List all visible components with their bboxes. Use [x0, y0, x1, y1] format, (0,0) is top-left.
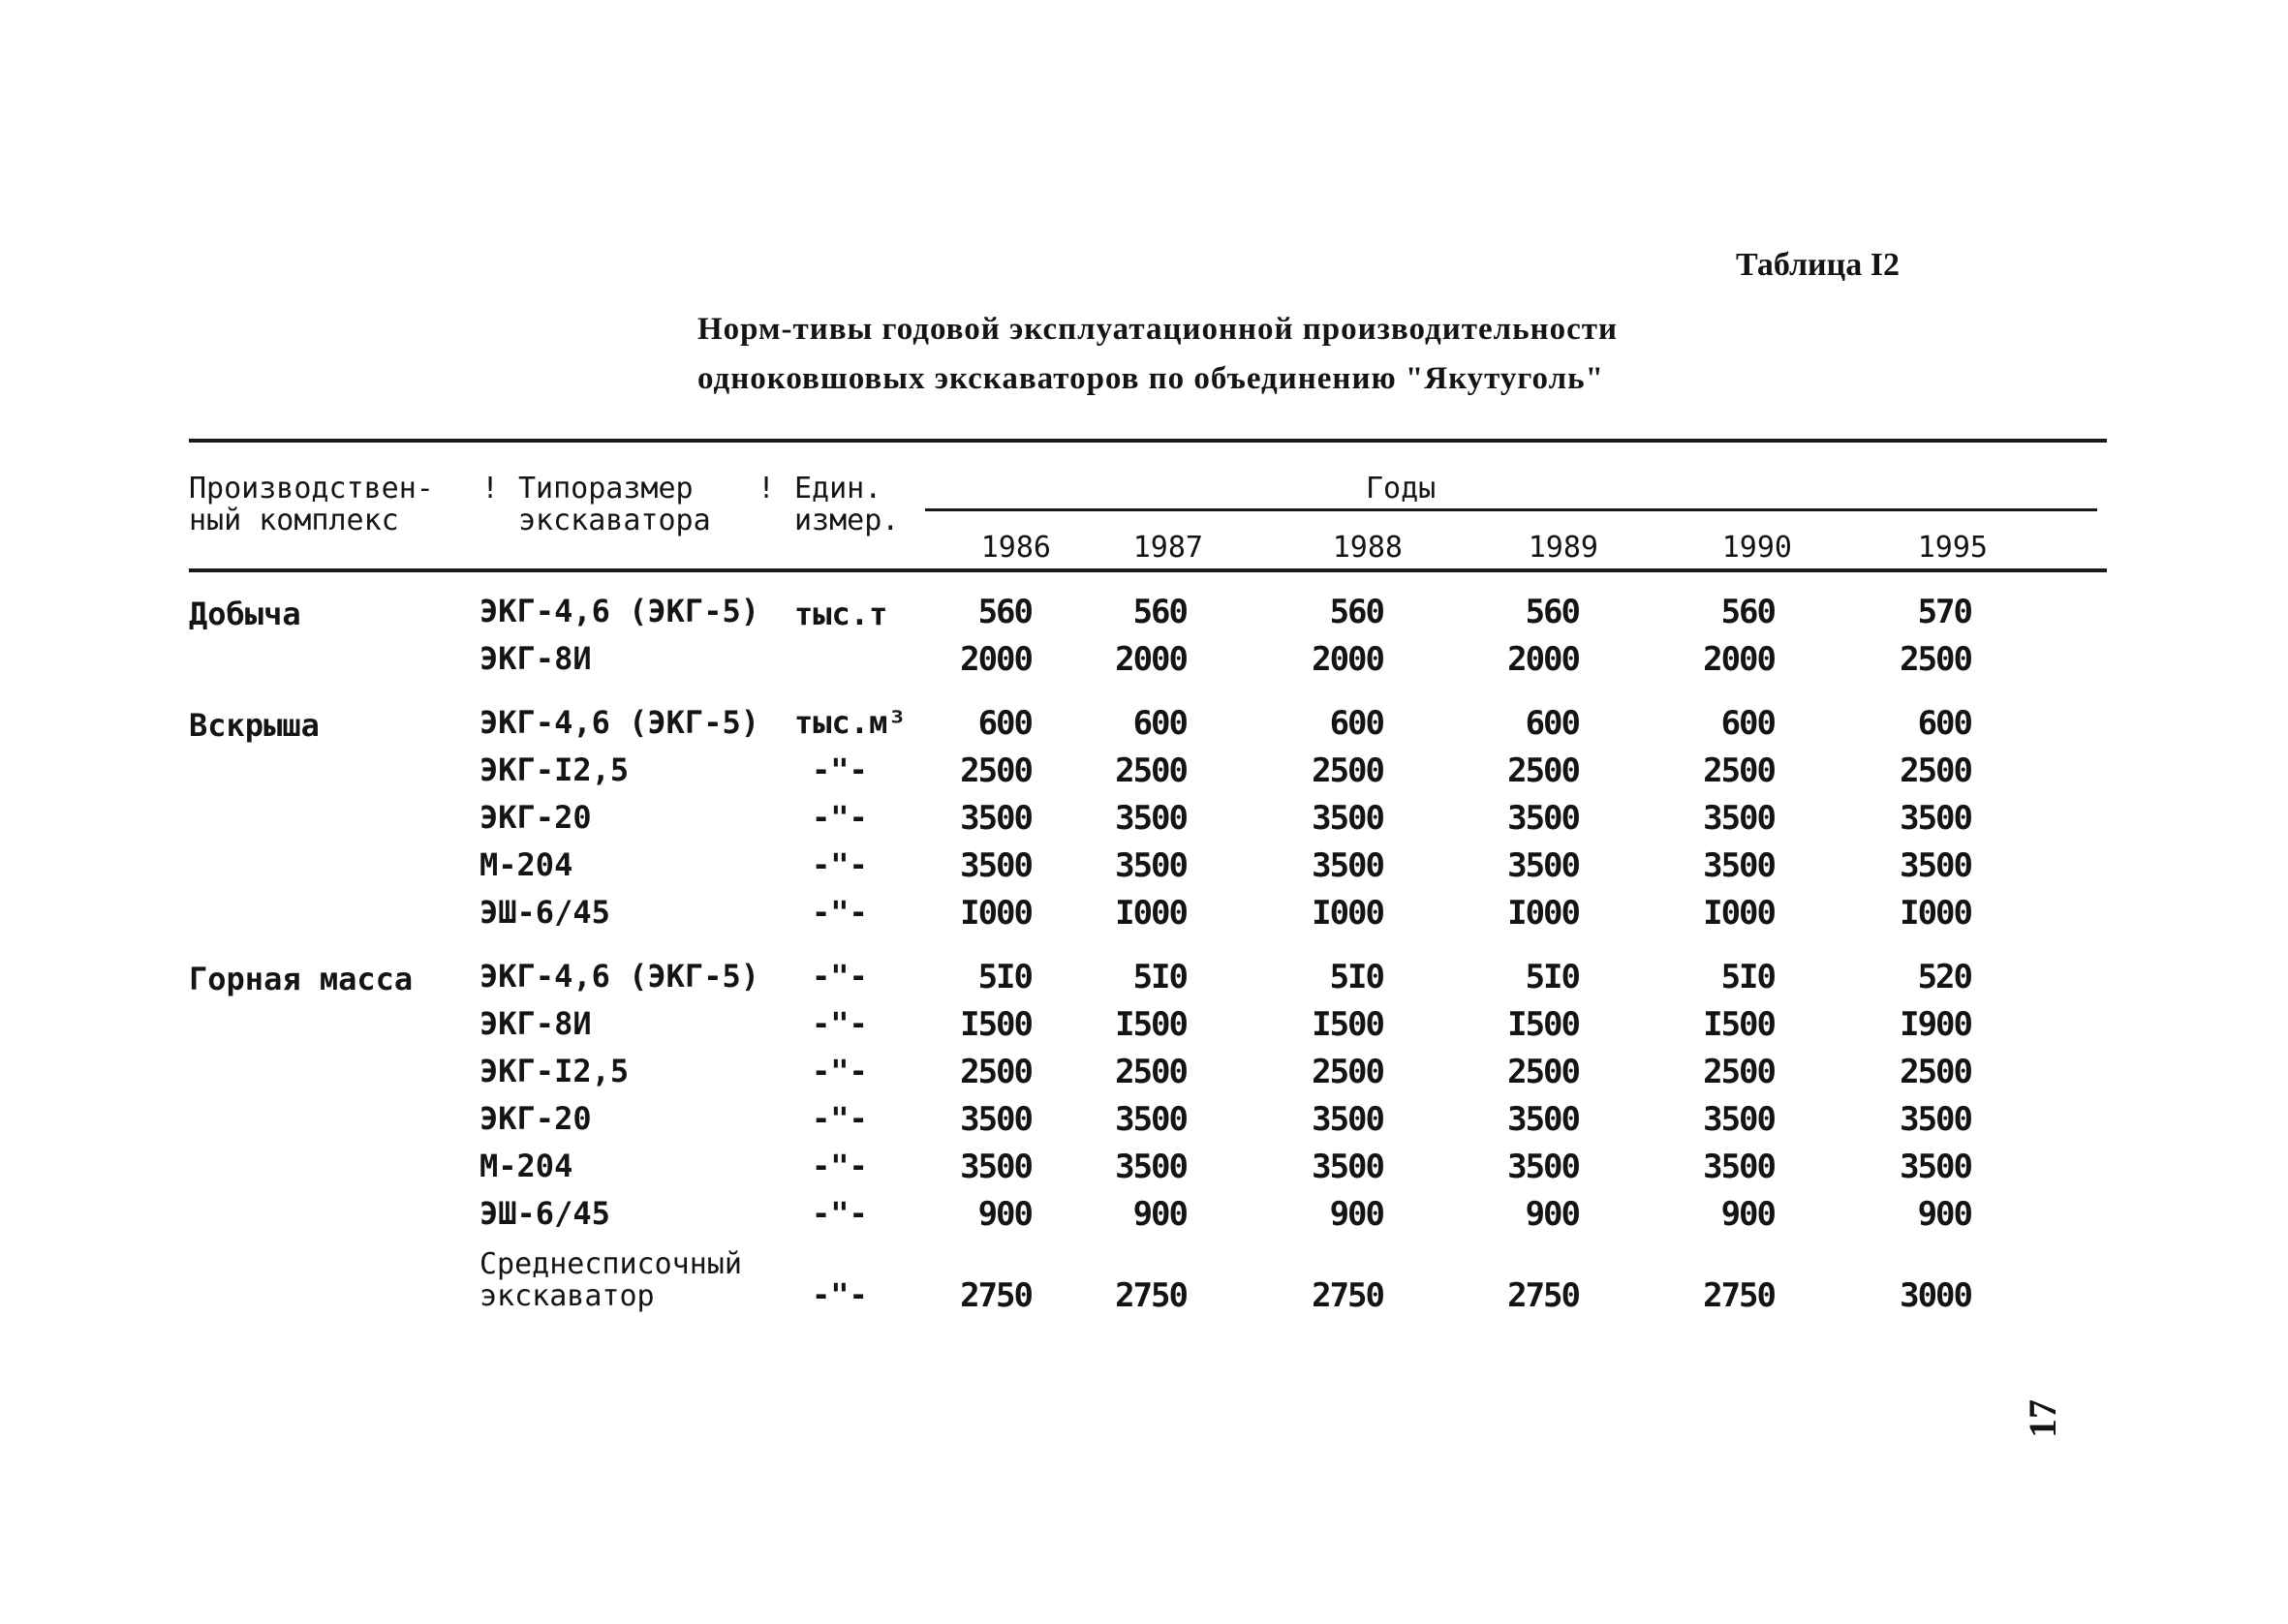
cell-value: I000 [960, 894, 1032, 933]
row-type: М-204 [479, 1148, 573, 1184]
cell-value: 2500 [1703, 1053, 1775, 1091]
row-unit: -"- [812, 894, 868, 931]
cell-value: 2500 [1703, 751, 1775, 790]
row-unit: -"- [812, 846, 868, 883]
row-type: М-204 [479, 846, 573, 883]
row-unit: -"- [812, 1148, 868, 1184]
row-type: ЭКГ-4,6 (ЭКГ-5) [479, 593, 759, 629]
page-number: 17 [2021, 1399, 2064, 1438]
top-rule [189, 439, 2107, 443]
cell-value: 2500 [1312, 751, 1383, 790]
row-unit: -"- [812, 1276, 868, 1313]
cell-value: I000 [1507, 894, 1579, 933]
years-rule [925, 508, 2097, 511]
cell-value: I000 [1703, 894, 1775, 933]
cell-value: 600 [977, 704, 1032, 743]
header-unit-2: измер. [794, 504, 900, 537]
row-unit: -"- [812, 1053, 868, 1089]
cell-value: 3500 [960, 846, 1032, 885]
cell-value: 560 [1329, 593, 1383, 631]
header-years-label: Годы [1366, 472, 1437, 506]
row-type: ЭКГ-4,6 (ЭКГ-5) [479, 958, 759, 995]
header-type-1: Типоразмер [518, 472, 694, 506]
cell-value: 2000 [960, 640, 1032, 679]
row-type-line-1: Среднесписочный [479, 1247, 742, 1281]
cell-value: 2000 [1312, 640, 1383, 679]
cell-value: 3500 [1507, 846, 1579, 885]
cell-value: 900 [1329, 1195, 1383, 1234]
row-type: ЭКГ-20 [479, 799, 592, 836]
row-type: ЭКГ-4,6 (ЭКГ-5) [479, 704, 759, 741]
row-unit: -"- [812, 958, 868, 995]
cell-value: 3500 [1507, 1148, 1579, 1186]
cell-value: 3500 [960, 799, 1032, 838]
cell-value: I500 [1703, 1005, 1775, 1044]
cell-value: 3500 [1900, 846, 1971, 885]
cell-value: 900 [1525, 1195, 1579, 1234]
row-type: ЭКГ-20 [479, 1100, 592, 1137]
header-year-1995: 1995 [1917, 531, 1988, 565]
cell-value: 3500 [1900, 1148, 1971, 1186]
cell-value: 2500 [1900, 751, 1971, 790]
cell-value: 5I0 [1329, 958, 1383, 996]
cell-value: 3500 [1900, 1100, 1971, 1139]
cell-value: 3500 [1312, 1100, 1383, 1139]
cell-value: 3500 [1115, 1100, 1187, 1139]
cell-value: 3500 [1312, 799, 1383, 838]
cell-value: 2750 [960, 1276, 1032, 1315]
row-type: ЭКГ-8И [479, 640, 592, 677]
table-label: Таблица I2 [1736, 247, 1900, 283]
cell-value: 570 [1917, 593, 1971, 631]
cell-value: 3500 [1115, 846, 1187, 885]
cell-value: 560 [977, 593, 1032, 631]
cell-value: 2500 [1115, 1053, 1187, 1091]
cell-value: 3500 [960, 1100, 1032, 1139]
row-unit: -"- [812, 751, 868, 788]
cell-value: 3500 [1507, 799, 1579, 838]
header-complex-2: ный комплекс [189, 504, 399, 537]
cell-value: 560 [1525, 593, 1579, 631]
row-unit: -"- [812, 1005, 868, 1042]
cell-value: 560 [1720, 593, 1775, 631]
header-sep: ! [481, 472, 500, 506]
cell-value: 2750 [1703, 1276, 1775, 1315]
header-type-2: экскаватора [518, 504, 711, 537]
group-name-rock-mass: Горная масса [189, 961, 414, 997]
header-bottom-rule [189, 568, 2107, 572]
row-unit: -"- [812, 1100, 868, 1137]
cell-value: 3500 [1115, 799, 1187, 838]
header-year-1990: 1990 [1721, 531, 1792, 565]
group-name-mining: Добыча [189, 596, 301, 632]
cell-value: 2750 [1115, 1276, 1187, 1315]
cell-value: 2500 [1900, 640, 1971, 679]
row-type: ЭКГ-8И [479, 1005, 592, 1042]
cell-value: 900 [1917, 1195, 1971, 1234]
cell-value: I900 [1900, 1005, 1971, 1044]
cell-value: 3500 [1703, 1100, 1775, 1139]
cell-value: 5I0 [1132, 958, 1187, 996]
table-title-line-2: одноковшовых экскаваторов по объединению "Якутуголь" [697, 361, 1604, 396]
cell-value: 3500 [1703, 1148, 1775, 1186]
cell-value: 2750 [1312, 1276, 1383, 1315]
cell-value: 900 [1132, 1195, 1187, 1234]
cell-value: 600 [1525, 704, 1579, 743]
cell-value: 3000 [1900, 1276, 1971, 1315]
cell-value: 3500 [1703, 799, 1775, 838]
row-type: ЭКГ-I2,5 [479, 1053, 630, 1089]
cell-value: 520 [1917, 958, 1971, 996]
cell-value: 2500 [1312, 1053, 1383, 1091]
header-complex-1: Производствен- [189, 472, 434, 506]
cell-value: 2500 [1115, 751, 1187, 790]
cell-value: I000 [1115, 894, 1187, 933]
cell-value: 2750 [1507, 1276, 1579, 1315]
cell-value: 2500 [1900, 1053, 1971, 1091]
cell-value: 3500 [1312, 1148, 1383, 1186]
header-unit-1: Един. [794, 472, 882, 506]
cell-value: 5I0 [1525, 958, 1579, 996]
cell-value: 600 [1720, 704, 1775, 743]
cell-value: I500 [1507, 1005, 1579, 1044]
row-unit: -"- [812, 799, 868, 836]
cell-value: 3500 [1703, 846, 1775, 885]
cell-value: 3500 [1507, 1100, 1579, 1139]
cell-value: 2500 [960, 1053, 1032, 1091]
row-type: ЭШ-6/45 [479, 1195, 610, 1232]
cell-value: 600 [1917, 704, 1971, 743]
cell-value: 600 [1132, 704, 1187, 743]
cell-value: 900 [977, 1195, 1032, 1234]
cell-value: I000 [1312, 894, 1383, 933]
cell-value: 2500 [1507, 751, 1579, 790]
cell-value: 3500 [960, 1148, 1032, 1186]
cell-value: 2500 [960, 751, 1032, 790]
header-year-1986: 1986 [980, 531, 1051, 565]
row-type: ЭШ-6/45 [479, 894, 610, 931]
cell-value: 600 [1329, 704, 1383, 743]
cell-value: 3500 [1312, 846, 1383, 885]
header-year-1987: 1987 [1132, 531, 1203, 565]
cell-value: 2000 [1115, 640, 1187, 679]
cell-value: 5I0 [1720, 958, 1775, 996]
cell-value: 2000 [1507, 640, 1579, 679]
cell-value: 5I0 [977, 958, 1032, 996]
cell-value: 900 [1720, 1195, 1775, 1234]
cell-value: 2500 [1507, 1053, 1579, 1091]
cell-value: I500 [960, 1005, 1032, 1044]
row-unit: тыс.м³ [794, 704, 907, 741]
cell-value: I500 [1312, 1005, 1383, 1044]
table-title-line-1: Норм-тивы годовой эксплуатационной производительности [697, 312, 1618, 347]
cell-value: 2000 [1703, 640, 1775, 679]
cell-value: I000 [1900, 894, 1971, 933]
row-type-line-2: экскаватор [479, 1279, 655, 1313]
header-year-1989: 1989 [1528, 531, 1598, 565]
group-name-stripping: Вскрыша [189, 707, 320, 744]
cell-value: I500 [1115, 1005, 1187, 1044]
header-year-1988: 1988 [1332, 531, 1403, 565]
row-unit: тыс.т [794, 596, 888, 632]
row-unit: -"- [812, 1195, 868, 1232]
header-sep: ! [758, 472, 776, 506]
row-type: ЭКГ-I2,5 [479, 751, 630, 788]
cell-value: 560 [1132, 593, 1187, 631]
cell-value: 3500 [1900, 799, 1971, 838]
cell-value: 3500 [1115, 1148, 1187, 1186]
